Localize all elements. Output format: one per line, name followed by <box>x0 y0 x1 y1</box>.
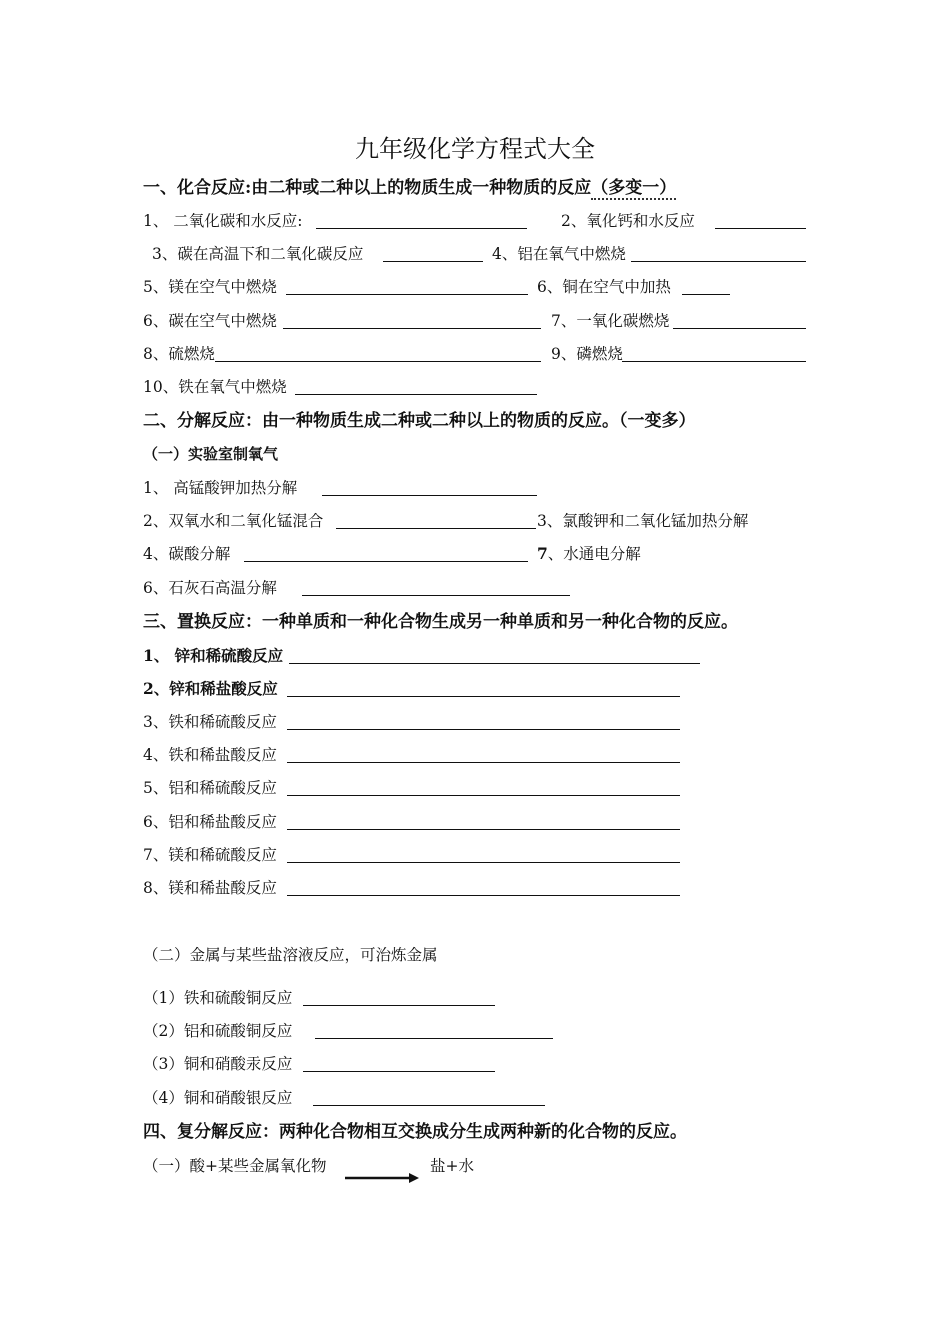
s3-sub-item-4: （4）铜和硝酸银反应 <box>143 1089 293 1107</box>
answer-blank[interactable] <box>289 663 700 664</box>
s2-item-1: 1、 高锰酸钾加热分解 <box>143 479 298 497</box>
answer-blank[interactable] <box>287 795 680 796</box>
section-4-heading: 四、复分解反应：两种化合物相互交换成分生成两种新的化合物的反应。 <box>143 1122 687 1142</box>
s1-item-9: 8、硫燃烧 <box>143 345 215 363</box>
s1-item-7: 6、碳在空气中燃烧 <box>143 312 277 330</box>
answer-blank[interactable] <box>315 1038 553 1039</box>
s2-item-3: 3、氯酸钾和二氧化锰加热分解 <box>537 512 749 530</box>
answer-blank[interactable] <box>322 495 537 496</box>
section-2-subheading: （一）实验室制氧气 <box>143 445 279 463</box>
s1-item-1: 1、 二氧化碳和水反应: <box>143 212 303 230</box>
answer-blank[interactable] <box>631 261 806 262</box>
answer-blank[interactable] <box>215 361 541 362</box>
answer-blank[interactable] <box>336 528 536 529</box>
answer-blank[interactable] <box>287 729 680 730</box>
section-2-heading: 二、分解反应：由一种物质生成二种或二种以上的物质的反应。（一变多） <box>143 411 696 431</box>
answer-blank[interactable] <box>287 696 680 697</box>
answer-blank[interactable] <box>286 294 528 295</box>
answer-blank[interactable] <box>682 294 730 295</box>
answer-blank[interactable] <box>715 228 806 229</box>
section-4-subheading-right: 盐+水 <box>430 1157 474 1175</box>
section-3-heading: 三、置换反应：一种单质和一种化合物生成另一种单质和另一种化合物的反应。 <box>143 612 738 632</box>
s3-item-3: 3、铁和稀硫酸反应 <box>143 713 277 731</box>
answer-blank[interactable] <box>383 261 483 262</box>
right-arrow-icon <box>343 1171 423 1185</box>
s2-item-4: 4、碳酸分解 <box>143 545 231 563</box>
s1-item-3: 3、碳在高温下和二氧化碳反应 <box>152 245 364 263</box>
answer-blank[interactable] <box>673 328 806 329</box>
answer-blank[interactable] <box>302 595 570 596</box>
answer-blank[interactable] <box>303 1071 495 1072</box>
s1-item-4: 4、铝在氧气中燃烧 <box>492 245 626 263</box>
s2-item-5-number: 7 <box>537 544 548 563</box>
answer-blank[interactable] <box>287 862 680 863</box>
answer-blank[interactable] <box>295 394 537 395</box>
section-4-subheading-left: （一）酸+某些金属氧化物 <box>143 1157 327 1175</box>
s2-item-2: 2、双氧水和二氧化锰混合 <box>143 512 324 530</box>
page-title: 九年级化学方程式大全 <box>355 135 595 163</box>
s1-item-2: 2、氧化钙和水反应 <box>561 212 695 230</box>
section-1-heading-main: 一、化合反应:由二种或二种以上的物质生成一种物质的反应 <box>143 178 592 198</box>
s3-item-5: 5、铝和稀硫酸反应 <box>143 779 277 797</box>
s1-item-5: 5、镁在空气中燃烧 <box>143 278 277 296</box>
answer-blank[interactable] <box>622 361 806 362</box>
section-3-subheading: （二）金属与某些盐溶液反应，可治炼金属 <box>143 946 438 964</box>
s1-item-8: 7、一氧化碳燃烧 <box>551 312 670 330</box>
s3-item-1: 1、 锌和稀硫酸反应 <box>143 646 284 665</box>
s3-item-4: 4、铁和稀盐酸反应 <box>143 746 277 764</box>
s3-sub-item-1: （1）铁和硫酸铜反应 <box>143 989 293 1007</box>
s1-item-10: 9、磷燃烧 <box>551 345 623 363</box>
answer-blank[interactable] <box>316 228 527 229</box>
answer-blank[interactable] <box>244 561 528 562</box>
answer-blank[interactable] <box>287 829 680 830</box>
section-1-heading <box>143 176 676 200</box>
s3-item-2: 2、锌和稀盐酸反应 <box>143 679 278 698</box>
s3-item-6: 6、铝和稀盐酸反应 <box>143 813 277 831</box>
s2-item-5-label: 、水通电分解 <box>547 545 641 563</box>
answer-blank[interactable] <box>313 1105 545 1106</box>
s2-item-5 <box>537 543 641 565</box>
s3-sub-item-2: （2）铝和硫酸铜反应 <box>143 1022 293 1040</box>
answer-blank[interactable] <box>303 1005 495 1006</box>
s1-item-11: 10、铁在氧气中燃烧 <box>143 378 287 396</box>
section-1-heading-note: （多变一） <box>591 178 677 198</box>
answer-blank[interactable] <box>283 328 541 329</box>
answer-blank[interactable] <box>287 895 680 896</box>
s2-item-6: 6、石灰石高温分解 <box>143 579 277 597</box>
s1-item-6: 6、铜在空气中加热 <box>537 278 671 296</box>
answer-blank[interactable] <box>287 762 680 763</box>
s3-item-7: 7、镁和稀硫酸反应 <box>143 846 277 864</box>
s3-sub-item-3: （3）铜和硝酸汞反应 <box>143 1055 293 1073</box>
s3-item-8: 8、镁和稀盐酸反应 <box>143 879 277 897</box>
